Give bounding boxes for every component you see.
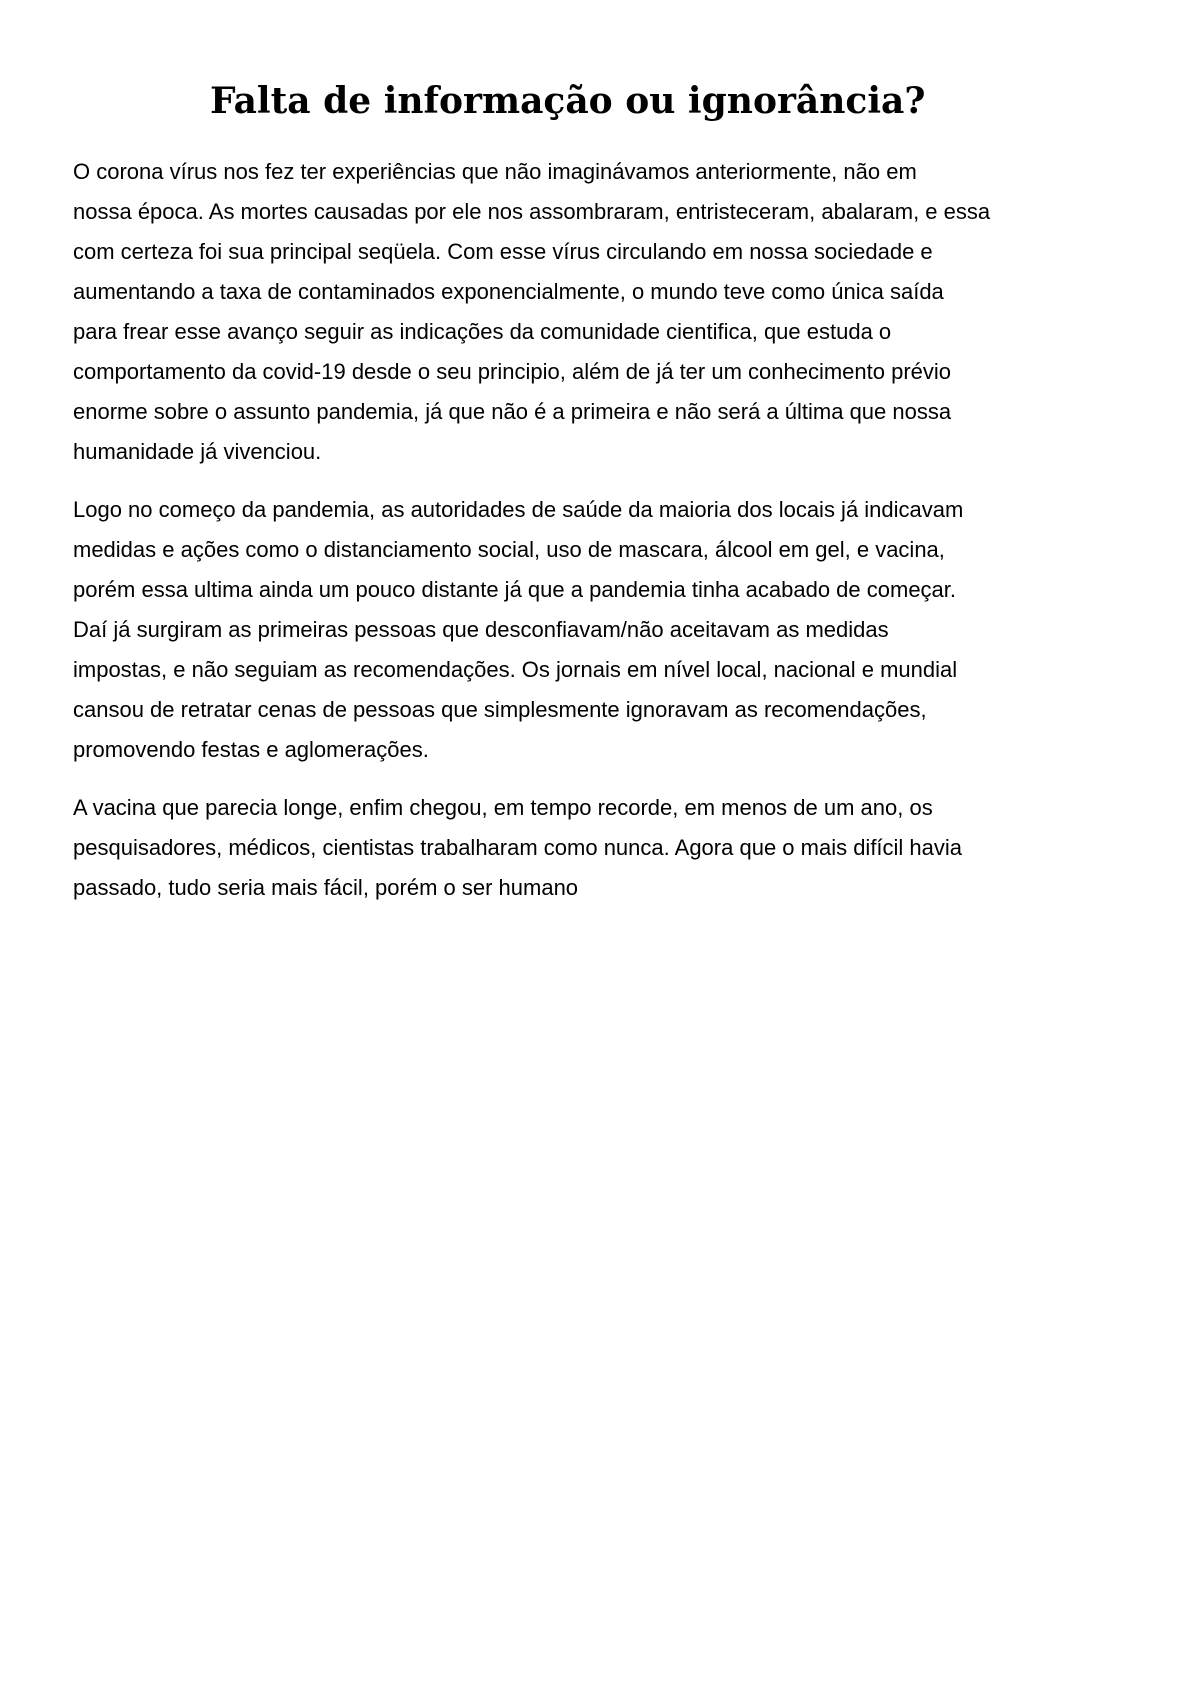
paragraph-line: impostas, e não seguiam as recomendações. Os jornais em nível local, nacional e mundial bbox=[73, 657, 958, 682]
paragraph-line: medidas e ações como o distanciamento social, uso de mascara, álcool em gel, e vacina, bbox=[73, 537, 945, 562]
paragraph-3 bbox=[73, 788, 1143, 908]
paragraph-2 bbox=[73, 490, 1143, 770]
paragraph-line: humanidade já vivenciou. bbox=[73, 439, 322, 464]
paragraph-line: comportamento da covid-19 desde o seu principio, além de já ter um conhecimento prévio bbox=[73, 359, 952, 384]
paragraph-line: A vacina que parecia longe, enfim chegou, em tempo recorde, em menos de um ano, os bbox=[73, 795, 933, 820]
paragraph-line: Daí já surgiram as primeiras pessoas que desconfiavam/não aceitavam as medidas bbox=[73, 617, 889, 642]
paragraph-line: enorme sobre o assunto pandemia, já que não é a primeira e não será a última que nossa bbox=[73, 399, 952, 424]
paragraph-line: com certeza foi sua principal seqüela. Com esse vírus circulando em nossa sociedade e bbox=[73, 239, 933, 264]
paragraph-line: cansou de retratar cenas de pessoas que simplesmente ignoravam as recomendações, bbox=[73, 697, 927, 722]
paragraph-line: aumentando a taxa de contaminados exponencialmente, o mundo teve como única saída bbox=[73, 279, 944, 304]
paragraph-line: O corona vírus nos fez ter experiências que não imaginávamos anteriormente, não em bbox=[73, 159, 917, 184]
paragraph-line: pesquisadores, médicos, cientistas trabalharam como nunca. Agora que o mais difícil havia bbox=[73, 835, 963, 860]
paragraph-line: nossa época. As mortes causadas por ele nos assombraram, entristeceram, abalaram, e essa bbox=[73, 199, 991, 224]
paragraph-line: porém essa ultima ainda um pouco distante já que a pandemia tinha acabado de começar. bbox=[73, 577, 957, 602]
paragraph-line: passado, tudo seria mais fácil, porém o ser humano bbox=[73, 875, 579, 900]
paragraph-line: para frear esse avanço seguir as indicações da comunidade cientifica, que estuda o bbox=[73, 319, 892, 344]
paragraph-line: promovendo festas e aglomerações. bbox=[73, 737, 429, 762]
document-body bbox=[73, 152, 1143, 926]
paragraph-line: Logo no começo da pandemia, as autoridades de saúde da maioria dos locais já indicavam bbox=[73, 497, 964, 522]
paragraph-1 bbox=[73, 152, 1143, 472]
document-title: Falta de informação ou ignorância? bbox=[210, 80, 926, 122]
